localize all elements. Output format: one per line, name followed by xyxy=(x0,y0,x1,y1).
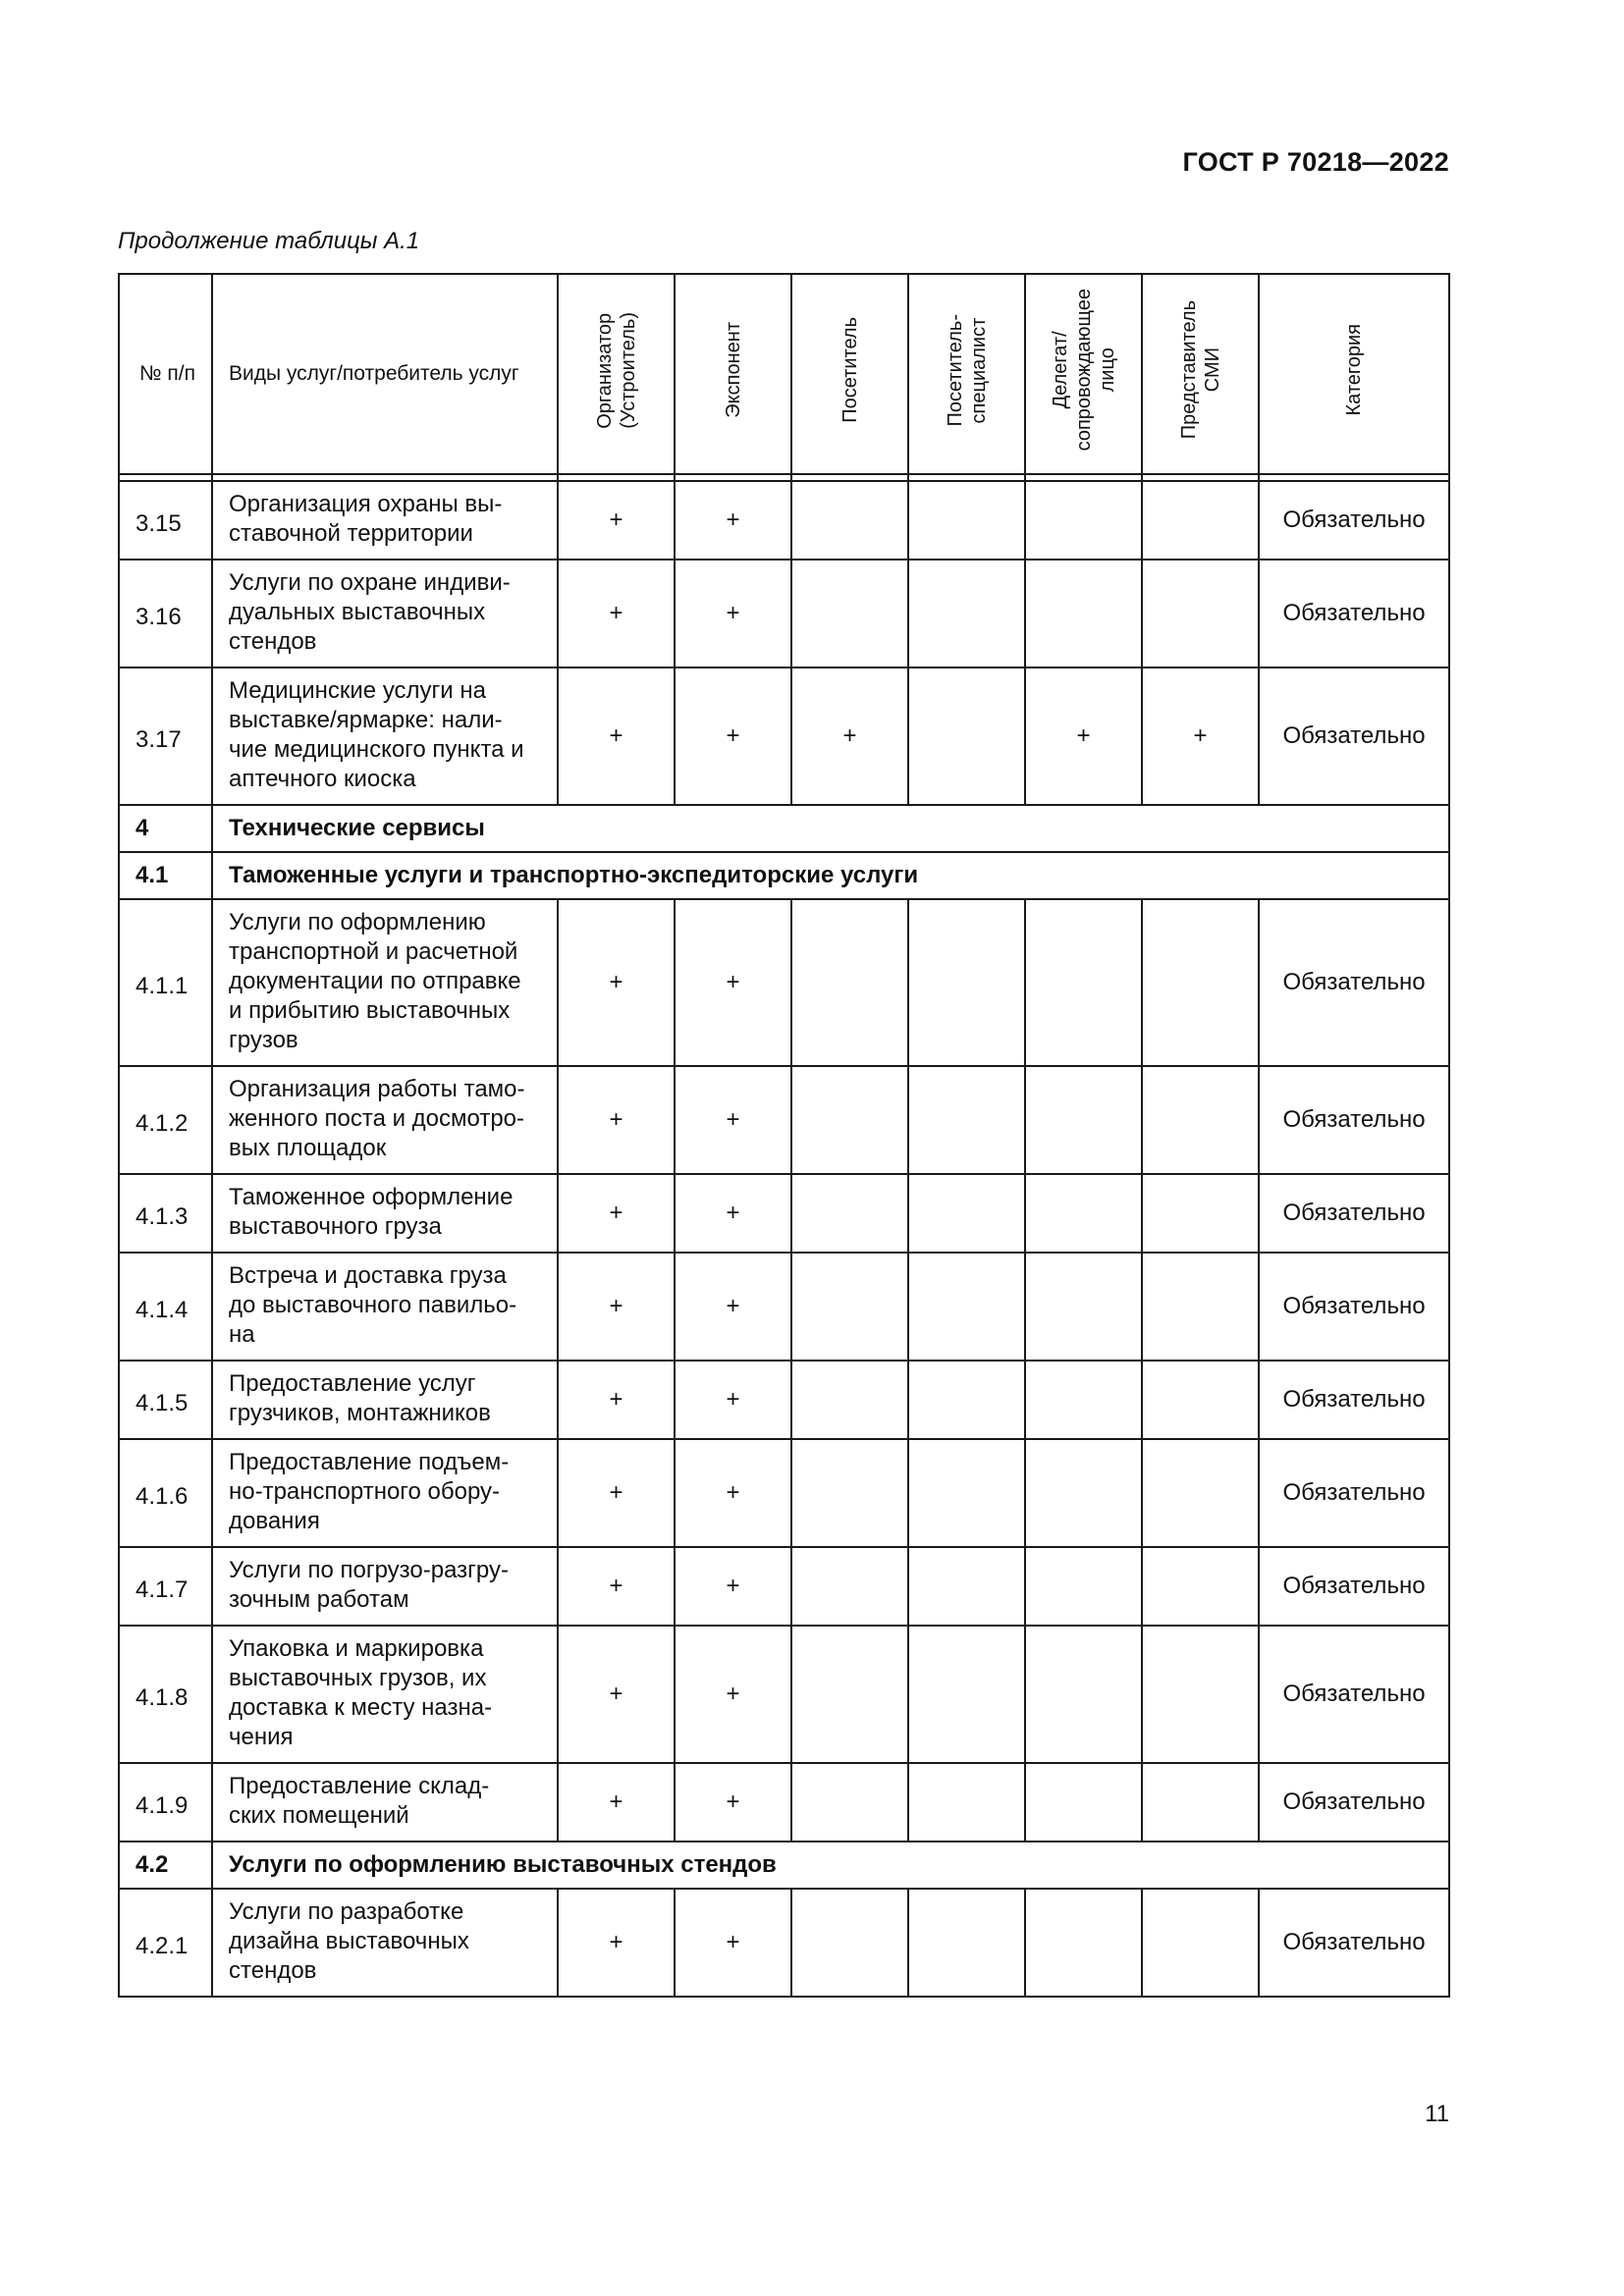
mark-delegate xyxy=(1025,481,1142,560)
row-number: 3.16 xyxy=(119,560,212,667)
row-number: 4.1.8 xyxy=(119,1626,212,1763)
category-value: Обязательно xyxy=(1259,1439,1449,1547)
service-name: Медицинские услуги на выставке/ярмарке: нали- чие медицинского пункта и аптечного киоска xyxy=(212,667,558,805)
service-name: Предоставление услуг грузчиков, монтажников xyxy=(212,1361,558,1439)
mark-visitor xyxy=(791,899,908,1066)
mark-media xyxy=(1142,560,1259,667)
mark-visitor xyxy=(791,560,908,667)
mark-organizer: + xyxy=(558,1439,675,1547)
mark-media xyxy=(1142,1626,1259,1763)
category-value: Обязательно xyxy=(1259,481,1449,560)
mark-media xyxy=(1142,1174,1259,1253)
category-value: Обязательно xyxy=(1259,667,1449,805)
mark-exhibitor: + xyxy=(675,1547,791,1626)
col-header-label-line: сопровождающее xyxy=(1072,289,1095,452)
col-header-exhibitor xyxy=(675,274,791,474)
table-row xyxy=(119,1439,1449,1547)
mark-organizer: + xyxy=(558,1626,675,1763)
mark-exhibitor: + xyxy=(675,560,791,667)
mark-exhibitor: + xyxy=(675,1174,791,1253)
mark-delegate xyxy=(1025,1626,1142,1763)
mark-delegate xyxy=(1025,560,1142,667)
col-header-label-line: Экспонент xyxy=(722,322,744,418)
mark-organizer: + xyxy=(558,481,675,560)
mark-exhibitor: + xyxy=(675,899,791,1066)
col-header-delegate-label xyxy=(1049,289,1119,451)
table-row xyxy=(119,1547,1449,1626)
table-row xyxy=(119,899,1449,1066)
table-row xyxy=(119,1626,1449,1763)
service-name: Таможенное оформление выставочного груза xyxy=(212,1174,558,1253)
mark-visitor-specialist xyxy=(908,667,1025,805)
table-row xyxy=(119,667,1449,805)
mark-exhibitor: + xyxy=(675,1253,791,1361)
mark-delegate xyxy=(1025,1066,1142,1174)
mark-exhibitor: + xyxy=(675,1626,791,1763)
mark-media xyxy=(1142,1361,1259,1439)
mark-visitor-specialist xyxy=(908,481,1025,560)
mark-media xyxy=(1142,1547,1259,1626)
section-row xyxy=(119,1842,1449,1889)
mark-visitor xyxy=(791,1889,908,1997)
category-value: Обязательно xyxy=(1259,1361,1449,1439)
mark-visitor-specialist xyxy=(908,1889,1025,1997)
row-number: 4.1 xyxy=(119,852,212,899)
service-name: Услуги по погрузо-разгру- зочным работам xyxy=(212,1547,558,1626)
table-row xyxy=(119,481,1449,560)
table-header-row xyxy=(119,274,1449,474)
mark-exhibitor: + xyxy=(675,1361,791,1439)
mark-visitor xyxy=(791,1439,908,1547)
mark-media xyxy=(1142,899,1259,1066)
mark-visitor-specialist xyxy=(908,1361,1025,1439)
table-caption: Продолжение таблицы А.1 xyxy=(118,228,420,254)
service-name: Организация охраны вы- ставочной территории xyxy=(212,481,558,560)
mark-media xyxy=(1142,1066,1259,1174)
col-header-delegate xyxy=(1025,274,1142,474)
service-name: Предоставление склад- ских помещений xyxy=(212,1763,558,1842)
mark-media xyxy=(1142,1253,1259,1361)
col-header-category-label xyxy=(1342,324,1366,416)
row-number: 4.2.1 xyxy=(119,1889,212,1997)
row-number: 3.15 xyxy=(119,481,212,560)
mark-organizer: + xyxy=(558,1361,675,1439)
mark-exhibitor: + xyxy=(675,1763,791,1842)
mark-delegate xyxy=(1025,1361,1142,1439)
category-value: Обязательно xyxy=(1259,1889,1449,1997)
mark-delegate xyxy=(1025,899,1142,1066)
mark-visitor-specialist xyxy=(908,1066,1025,1174)
table-row xyxy=(119,1361,1449,1439)
mark-delegate xyxy=(1025,1547,1142,1626)
header-divider-row xyxy=(119,474,1449,481)
mark-delegate xyxy=(1025,1253,1142,1361)
row-number: 4 xyxy=(119,805,212,852)
col-header-label-line: Категория xyxy=(1343,324,1365,416)
mark-organizer: + xyxy=(558,1889,675,1997)
mark-visitor xyxy=(791,481,908,560)
service-name: Предоставление подъем- но-транспортного обору- дования xyxy=(212,1439,558,1547)
section-row xyxy=(119,852,1449,899)
service-name: Упаковка и маркировка выставочных грузов, их доставка к месту назна- чения xyxy=(212,1626,558,1763)
mark-organizer: + xyxy=(558,899,675,1066)
section-title: Таможенные услуги и транспортно-экспедиторские услуги xyxy=(212,852,1449,899)
mark-visitor-specialist xyxy=(908,1253,1025,1361)
col-header-media-label xyxy=(1177,300,1224,439)
table-row xyxy=(119,1174,1449,1253)
col-header-visitor xyxy=(791,274,908,474)
mark-media xyxy=(1142,1763,1259,1842)
mark-visitor-specialist xyxy=(908,1547,1025,1626)
table-row xyxy=(119,1253,1449,1361)
mark-exhibitor: + xyxy=(675,1889,791,1997)
table-row xyxy=(119,1763,1449,1842)
mark-visitor xyxy=(791,1547,908,1626)
col-header-visitor-specialist xyxy=(908,274,1025,474)
mark-media xyxy=(1142,1439,1259,1547)
mark-exhibitor: + xyxy=(675,667,791,805)
col-header-label-line: лицо xyxy=(1096,347,1118,393)
col-header-label-line: СМИ xyxy=(1201,347,1223,393)
col-header-label-line: Посетитель- xyxy=(944,313,966,427)
mark-organizer: + xyxy=(558,560,675,667)
col-header-name: Виды услуг/потребитель услуг xyxy=(212,274,558,474)
row-number: 4.2 xyxy=(119,1842,212,1889)
mark-visitor xyxy=(791,1361,908,1439)
mark-visitor xyxy=(791,1763,908,1842)
col-header-visitor-label xyxy=(839,317,862,423)
section-row xyxy=(119,805,1449,852)
page-number: 11 xyxy=(1425,2101,1449,2127)
category-value: Обязательно xyxy=(1259,1763,1449,1842)
mark-visitor-specialist xyxy=(908,1174,1025,1253)
category-value: Обязательно xyxy=(1259,1626,1449,1763)
category-value: Обязательно xyxy=(1259,1547,1449,1626)
category-value: Обязательно xyxy=(1259,1253,1449,1361)
row-number: 4.1.5 xyxy=(119,1361,212,1439)
section-title: Технические сервисы xyxy=(212,805,1449,852)
mark-media xyxy=(1142,1889,1259,1997)
col-header-media xyxy=(1142,274,1259,474)
mark-visitor xyxy=(791,1174,908,1253)
row-number: 4.1.2 xyxy=(119,1066,212,1174)
mark-organizer: + xyxy=(558,1253,675,1361)
mark-visitor-specialist xyxy=(908,899,1025,1066)
col-header-label-line: Делегат/ xyxy=(1049,331,1071,409)
mark-media xyxy=(1142,481,1259,560)
mark-visitor xyxy=(791,1066,908,1174)
col-header-num: № п/п xyxy=(119,274,212,474)
category-value: Обязательно xyxy=(1259,1066,1449,1174)
mark-organizer: + xyxy=(558,667,675,805)
service-name: Услуги по охране индиви- дуальных выставочных стендов xyxy=(212,560,558,667)
row-number: 4.1.6 xyxy=(119,1439,212,1547)
col-header-label-line: специалист xyxy=(967,317,990,423)
mark-exhibitor: + xyxy=(675,1439,791,1547)
row-number: 4.1.7 xyxy=(119,1547,212,1626)
standard-header: ГОСТ Р 70218—2022 xyxy=(1182,147,1449,177)
mark-visitor xyxy=(791,1626,908,1763)
mark-delegate xyxy=(1025,1174,1142,1253)
mark-visitor xyxy=(791,1253,908,1361)
service-name: Услуги по разработке дизайна выставочных стендов xyxy=(212,1889,558,1997)
mark-visitor: + xyxy=(791,667,908,805)
row-number: 3.17 xyxy=(119,667,212,805)
service-name: Организация работы тамо- женного поста и досмотро- вых площадок xyxy=(212,1066,558,1174)
mark-exhibitor: + xyxy=(675,481,791,560)
category-value: Обязательно xyxy=(1259,1174,1449,1253)
mark-delegate xyxy=(1025,1439,1142,1547)
mark-visitor-specialist xyxy=(908,1763,1025,1842)
table-row xyxy=(119,1889,1449,1997)
table-row xyxy=(119,560,1449,667)
category-value: Обязательно xyxy=(1259,560,1449,667)
col-header-label-line: (Устроитель) xyxy=(617,311,639,429)
col-header-exhibitor-label xyxy=(722,322,745,418)
mark-media: + xyxy=(1142,667,1259,805)
col-header-visitor-specialist-label xyxy=(944,314,991,426)
mark-organizer: + xyxy=(558,1763,675,1842)
mark-delegate: + xyxy=(1025,667,1142,805)
row-number: 4.1.9 xyxy=(119,1763,212,1842)
col-header-label-line: Представитель xyxy=(1177,300,1200,440)
mark-organizer: + xyxy=(558,1547,675,1626)
service-name: Встреча и доставка груза до выставочного павильо- на xyxy=(212,1253,558,1361)
table-row xyxy=(119,1066,1449,1174)
mark-organizer: + xyxy=(558,1066,675,1174)
row-number: 4.1.4 xyxy=(119,1253,212,1361)
col-header-label-line: Посетитель xyxy=(839,317,861,423)
section-title: Услуги по оформлению выставочных стендов xyxy=(212,1842,1449,1889)
services-table xyxy=(118,273,1450,1998)
table-body xyxy=(119,481,1449,1997)
col-header-category xyxy=(1259,274,1449,474)
mark-visitor-specialist xyxy=(908,1439,1025,1547)
mark-organizer: + xyxy=(558,1174,675,1253)
col-header-organizer xyxy=(558,274,675,474)
mark-delegate xyxy=(1025,1889,1142,1997)
col-header-label-line: Организатор xyxy=(593,312,616,428)
row-number: 4.1.1 xyxy=(119,899,212,1066)
mark-visitor-specialist xyxy=(908,560,1025,667)
mark-visitor-specialist xyxy=(908,1626,1025,1763)
mark-delegate xyxy=(1025,1763,1142,1842)
category-value: Обязательно xyxy=(1259,899,1449,1066)
mark-exhibitor: + xyxy=(675,1066,791,1174)
service-name: Услуги по оформлению транспортной и расчетной документации по отправке и прибытию выставочных грузов xyxy=(212,899,558,1066)
col-header-organizer-label xyxy=(593,312,640,429)
row-number: 4.1.3 xyxy=(119,1174,212,1253)
